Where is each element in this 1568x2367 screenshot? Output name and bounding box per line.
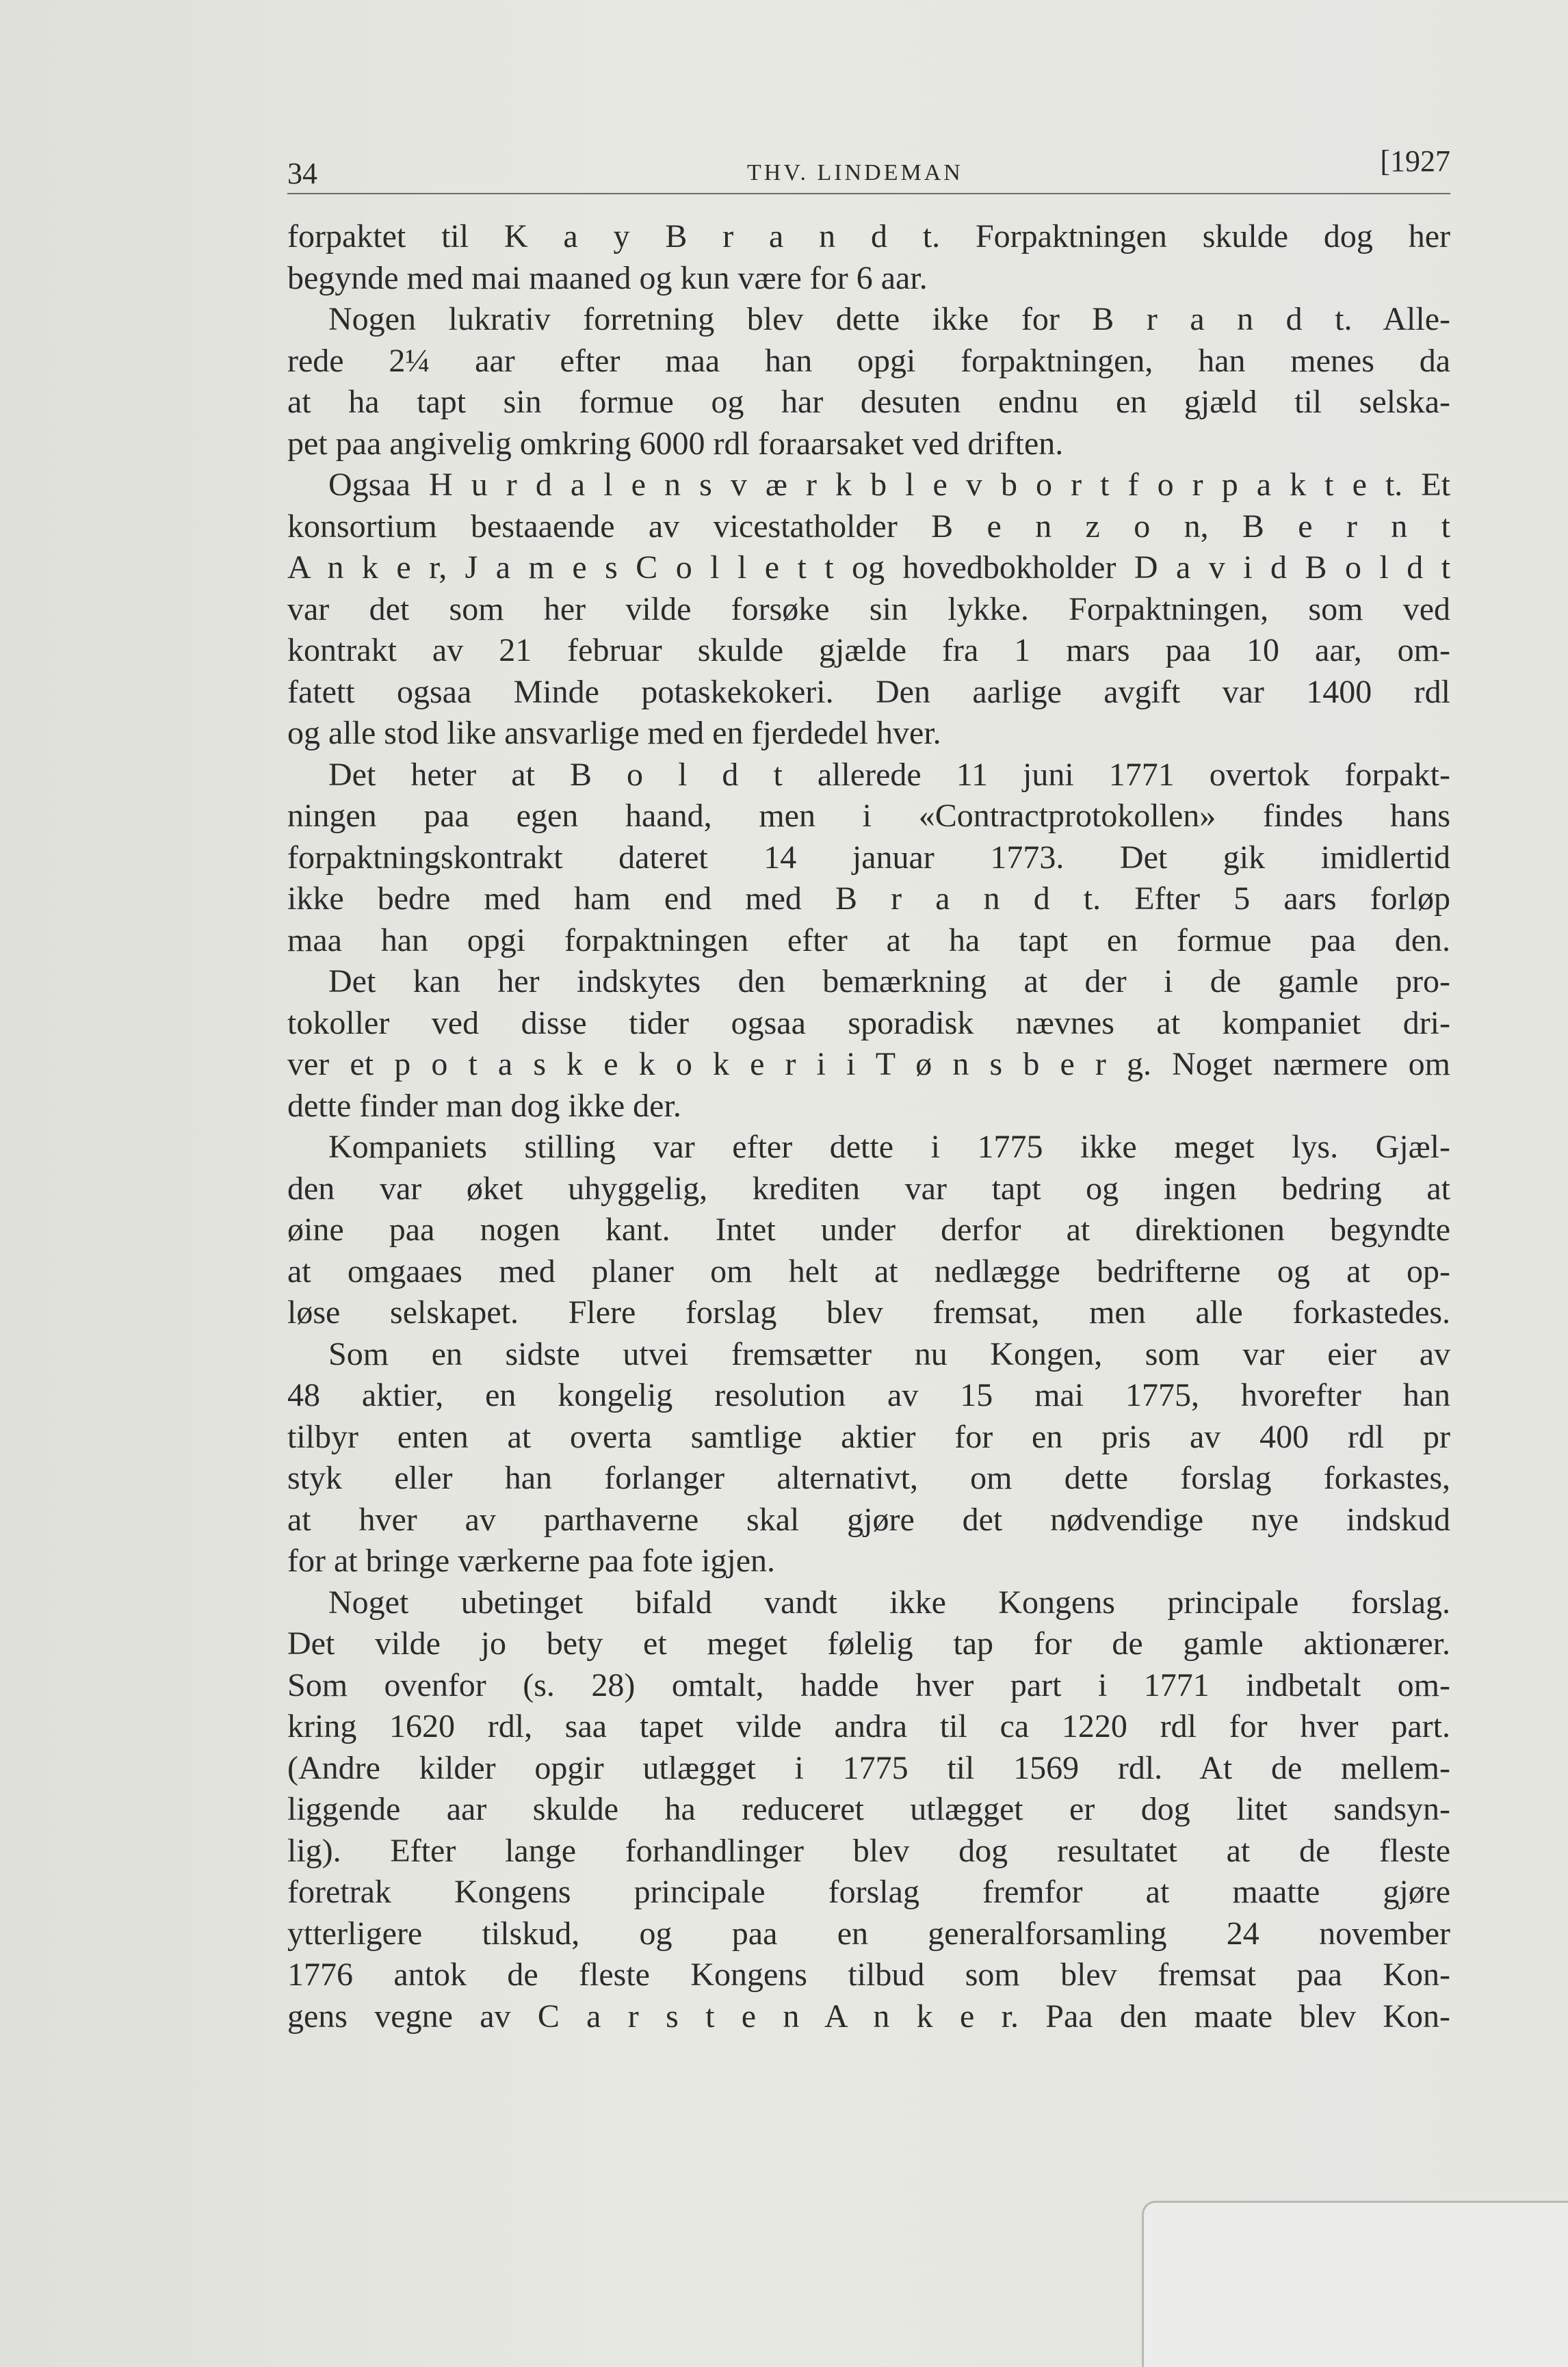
text-line: styk eller han forlanger alternativt, om dette forslag forkastes, bbox=[287, 1460, 1450, 1496]
text-line: at ha tapt sin formue og har desuten endnu en gjæld til selska- bbox=[287, 384, 1450, 420]
text-line: øine paa nogen kant. Intet under derfor at direktionen begyndte bbox=[287, 1212, 1450, 1248]
text-line: at omgaaes med planer om helt at nedlægge bedrifterne og at op- bbox=[287, 1253, 1450, 1290]
text-line: dette finder man dog ikke der. bbox=[287, 1087, 681, 1124]
running-year: [1927 bbox=[1380, 144, 1450, 178]
text-line: var det som her vilde forsøke sin lykke. Forpaktningen, som ved bbox=[287, 590, 1450, 627]
text-line: ningen paa egen haand, men i «Contractprotokollen» findes hans bbox=[287, 798, 1450, 834]
text-line: maa han opgi forpaktningen efter at ha tapt en formue paa den. bbox=[287, 921, 1450, 958]
text-line: tilbyr enten at overta samtlige aktier for en pris av 400 rdl pr bbox=[287, 1418, 1450, 1455]
text-line: begynde med mai maaned og kun være for 6 aar. bbox=[287, 259, 928, 296]
text-line: den var øket uhyggelig, krediten var tapt og ingen bedring at bbox=[287, 1170, 1450, 1207]
running-title: THV. LINDEMAN bbox=[747, 160, 963, 185]
text-line: Det kan her indskytes den bemærkning at der i de gamle pro- bbox=[328, 963, 1450, 999]
text-line: at hver av parthaverne skal gjøre det nødvendige nye indskud bbox=[287, 1501, 1450, 1538]
text-line: kontrakt av 21 februar skulde gjælde fra 1 mars paa 10 aar, om- bbox=[287, 632, 1450, 668]
body-text bbox=[287, 216, 1450, 2037]
header-rule bbox=[287, 193, 1450, 194]
text-line: liggende aar skulde ha reduceret utlægget er dog litet sandsyn- bbox=[287, 1791, 1450, 1827]
scan-page-tab bbox=[1142, 2201, 1568, 2367]
text-line: konsortium bestaaende av vicestatholder B e n z o n, B e r n t bbox=[287, 508, 1450, 545]
text-line: ikke bedre med ham end med B r a n d t. Efter 5 aars forløp bbox=[287, 880, 1450, 917]
text-line: for at bringe værkerne paa fote igjen. bbox=[287, 1543, 776, 1579]
running-header bbox=[287, 137, 1450, 192]
text-line: tokoller ved disse tider ogsaa sporadisk nævnes at kompaniet dri- bbox=[287, 1004, 1450, 1041]
text-line: Som ovenfor (s. 28) omtalt, hadde hver part i 1771 indbetalt om- bbox=[287, 1666, 1450, 1703]
text-line: gens vegne av C a r s t e n A n k e r. Paa den maate blev Kon- bbox=[287, 1998, 1450, 2035]
text-line: Det heter at B o l d t allerede 11 juni 1771 overtok forpakt- bbox=[328, 756, 1450, 793]
text-line: Ogsaa H u r d a l e n s v æ r k b l e v b o r t f o r p a k t e t. Et bbox=[328, 467, 1450, 503]
text-line: Nogen lukrativ forretning blev dette ikke for B r a n d t. Alle- bbox=[328, 301, 1450, 337]
text-line: Kompaniets stilling var efter dette i 1775 ikke meget lys. Gjæl- bbox=[328, 1129, 1450, 1165]
text-line: lig). Efter lange forhandlinger blev dog resultatet at de fleste bbox=[287, 1832, 1450, 1869]
text-line: rede 2¼ aar efter maa han opgi forpaktningen, han menes da bbox=[287, 342, 1450, 379]
text-line: kring 1620 rdl, saa tapet vilde andra til ca 1220 rdl for hver part. bbox=[287, 1708, 1450, 1744]
text-line: pet paa angivelig omkring 6000 rdl foraarsaket ved driften. bbox=[287, 425, 1064, 462]
text-line: fatett ogsaa Minde potaskekokeri. Den aarlige avgift var 1400 rdl bbox=[287, 673, 1450, 710]
text-line: ytterligere tilskud, og paa en generalforsamling 24 november bbox=[287, 1915, 1450, 1952]
text-line: løse selskapet. Flere forslag blev fremsat, men alle forkastedes. bbox=[287, 1294, 1450, 1331]
text-line: forpaktet til K a y B r a n d t. Forpaktningen skulde dog her bbox=[287, 218, 1450, 254]
text-line: og alle stod like ansvarlige med en fjerdedel hver. bbox=[287, 715, 941, 751]
text-line: ver et p o t a s k e k o k e r i i T ø n s b e r g. Noget nærmere om bbox=[287, 1046, 1450, 1082]
text-line: Det vilde jo bety et meget følelig tap for de gamle aktionærer. bbox=[287, 1625, 1450, 1662]
text-line: 48 aktier, en kongelig resolution av 15 mai 1775, hvorefter han bbox=[287, 1377, 1450, 1413]
text-line: Som en sidste utvei fremsætter nu Kongen, som var eier av bbox=[328, 1335, 1450, 1372]
text-line: (Andre kilder opgir utlægget i 1775 til 1569 rdl. At de mellem- bbox=[287, 1749, 1450, 1786]
text-line: 1776 antok de fleste Kongens tilbud som blev fremsat paa Kon- bbox=[287, 1957, 1450, 1993]
text-line: forpaktningskontrakt dateret 14 januar 1773. Det gik imidlertid bbox=[287, 839, 1450, 876]
text-line: foretrak Kongens principale forslag fremfor at maatte gjøre bbox=[287, 1874, 1450, 1910]
page-number: 34 bbox=[287, 157, 317, 190]
text-line: A n k e r, J a m e s C o l l e t t og hovedbokholder D a v i d B o l d t bbox=[287, 549, 1450, 586]
text-line: Noget ubetinget bifald vandt ikke Kongens principale forslag. bbox=[328, 1584, 1450, 1621]
